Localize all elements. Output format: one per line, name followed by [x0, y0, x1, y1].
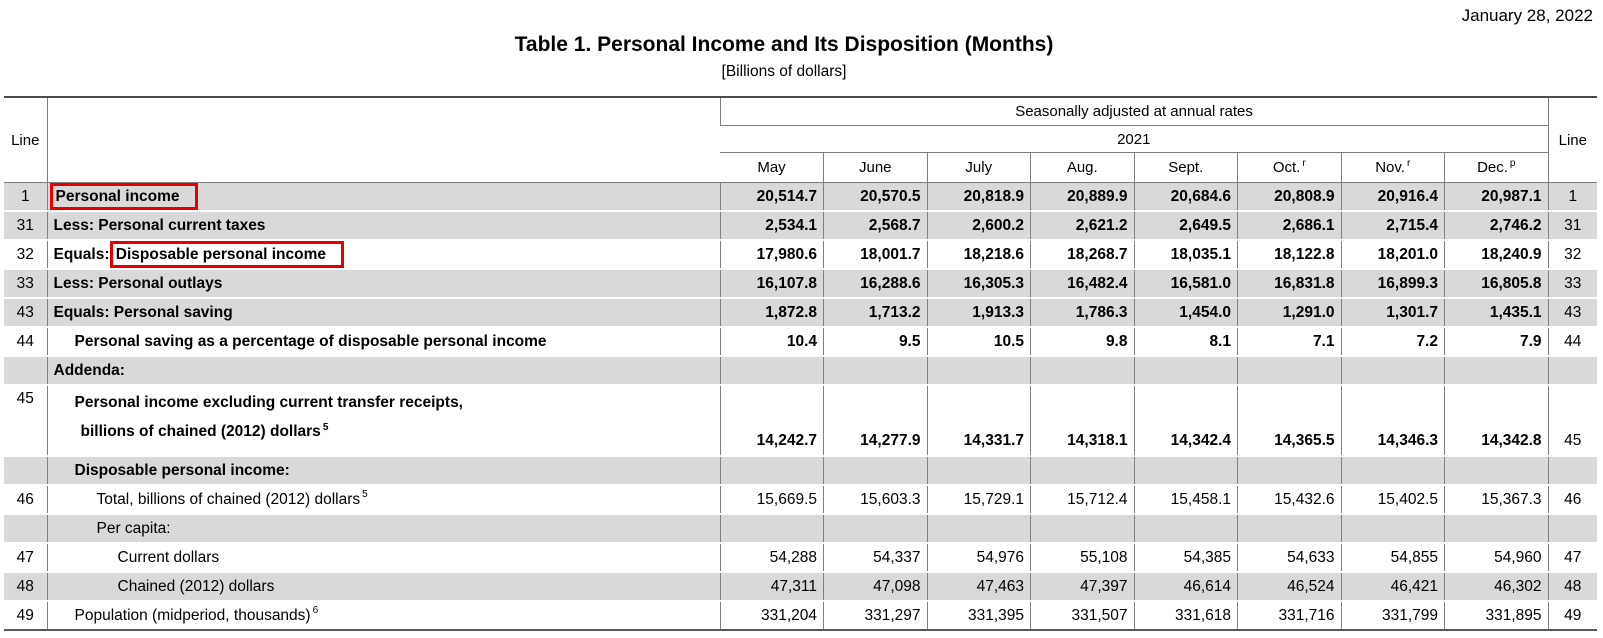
red-annotation-box: Personal income [50, 183, 198, 210]
value-cell: 331,507 [1031, 601, 1135, 630]
table-row [4, 211, 1597, 240]
value-cell: 2,649.5 [1134, 211, 1238, 240]
value-cell: 54,960 [1445, 543, 1549, 572]
table-row [4, 298, 1597, 327]
footnote-superscript: 6 [312, 605, 319, 617]
value-cell: 20,889.9 [1031, 183, 1135, 212]
row-label: Equals: Personal saving [47, 298, 720, 327]
line-number-right: 45 [1548, 385, 1597, 456]
value-cell: 14,318.1 [1031, 385, 1135, 456]
value-cell: 7.9 [1445, 327, 1549, 356]
value-cell [824, 356, 928, 385]
value-cell: 16,288.6 [824, 269, 928, 298]
line-number-right: 48 [1548, 572, 1597, 601]
table-row [4, 514, 1597, 543]
line-number-left: 33 [16, 274, 34, 292]
stub-header [47, 97, 720, 183]
value-cell [1238, 514, 1342, 543]
value-cell [824, 514, 928, 543]
row-label [47, 385, 720, 456]
table-row [4, 385, 1597, 456]
value-cell [1031, 456, 1135, 485]
line-number-left: 32 [16, 245, 34, 263]
value-cell: 16,899.3 [1341, 269, 1445, 298]
value-cell: 18,240.9 [1445, 240, 1549, 269]
value-cell: 16,581.0 [1134, 269, 1238, 298]
line-number-right: 1 [1548, 183, 1597, 212]
value-cell: 16,805.8 [1445, 269, 1549, 298]
value-cell [1134, 514, 1238, 543]
value-cell: 47,098 [824, 572, 928, 601]
footnote-superscript: r [1302, 158, 1306, 169]
value-cell: 46,614 [1134, 572, 1238, 601]
value-cell: 54,633 [1238, 543, 1342, 572]
line-header-left: Line [4, 97, 47, 183]
value-cell: 18,035.1 [1134, 240, 1238, 269]
page-title: Table 1. Personal Income and Its Disposition (Months) [514, 33, 1054, 56]
row-label: Population (midperiod, thousands) $^6$ [47, 601, 720, 630]
line-number-left: 49 [16, 606, 34, 624]
value-cell: 331,799 [1341, 601, 1445, 630]
value-cell: 15,603.3 [824, 485, 928, 514]
row-label [47, 183, 720, 212]
value-cell: 47,397 [1031, 572, 1135, 601]
value-cell: 2,600.2 [927, 211, 1031, 240]
line-number-left [4, 456, 47, 485]
line-number-right: 46 [1548, 485, 1597, 514]
table-row [4, 240, 1597, 269]
footnote-superscript: 5 [322, 421, 329, 433]
value-cell: 1,913.3 [927, 298, 1031, 327]
row-label: Current dollars [47, 543, 720, 572]
value-cell: 2,686.1 [1238, 211, 1342, 240]
value-cell: 2,746.2 [1445, 211, 1549, 240]
column-header-june: June [824, 153, 928, 183]
value-cell: 14,342.4 [1134, 385, 1238, 456]
value-cell: 18,122.8 [1238, 240, 1342, 269]
value-cell: 15,669.5 [720, 485, 824, 514]
line-number-left: 43 [16, 303, 34, 321]
value-cell: 20,684.6 [1134, 183, 1238, 212]
row-label-line1: Personal income excluding current transfer receipts, [74, 394, 463, 411]
value-cell [1341, 456, 1445, 485]
value-cell: 2,621.2 [1031, 211, 1135, 240]
row-label: Per capita: [47, 514, 720, 543]
value-cell: 46,421 [1341, 572, 1445, 601]
value-cell: 14,277.9 [824, 385, 928, 456]
value-cell: 20,808.9 [1238, 183, 1342, 212]
table-row [4, 183, 1597, 212]
row-label: Less: Personal current taxes [47, 211, 720, 240]
footnote-superscript: 5 [362, 489, 368, 501]
row-label: Disposable personal income: [47, 456, 720, 485]
value-cell [1238, 456, 1342, 485]
value-cell: 16,482.4 [1031, 269, 1135, 298]
line-number-right [1548, 514, 1597, 543]
value-cell: 14,242.7 [720, 385, 824, 456]
value-cell [1134, 356, 1238, 385]
line-number-left: 48 [16, 577, 34, 595]
line-number-right: 31 [1548, 211, 1597, 240]
value-cell [927, 456, 1031, 485]
line-number-right: 49 [1548, 601, 1597, 630]
value-cell: 15,432.6 [1238, 485, 1342, 514]
line-number-left: 46 [16, 490, 34, 508]
column-header-may: May [720, 153, 824, 183]
line-number-left: 31 [16, 216, 34, 234]
table-row [4, 485, 1597, 514]
table-row [4, 327, 1597, 356]
value-cell: 54,337 [824, 543, 928, 572]
column-header-nov: Nov. $^r$ [1341, 153, 1445, 183]
red-annotation-box: Disposable personal income [110, 241, 344, 268]
row-label: Personal saving as a percentage of disposable personal income [47, 327, 720, 356]
year-header: 2021 [720, 126, 1548, 153]
value-cell: 1,713.2 [824, 298, 928, 327]
value-cell: 1,872.8 [720, 298, 824, 327]
line-number-right: 33 [1548, 269, 1597, 298]
value-cell [1341, 356, 1445, 385]
line-number-right: 47 [1548, 543, 1597, 572]
row-label: Equals: Disposable personal income [47, 240, 720, 269]
value-cell [1238, 356, 1342, 385]
value-cell: 10.5 [927, 327, 1031, 356]
value-cell: 18,201.0 [1341, 240, 1445, 269]
table-row [4, 269, 1597, 298]
seasonally-adjusted-header: Seasonally adjusted at annual rates [720, 97, 1548, 126]
value-cell: 1,454.0 [1134, 298, 1238, 327]
value-cell: 9.5 [824, 327, 928, 356]
row-label: Total, billions of chained (2012) dollars $^5$ [47, 485, 720, 514]
line-number-right: 43 [1548, 298, 1597, 327]
row-label: Addenda: [47, 356, 720, 385]
value-cell: 16,831.8 [1238, 269, 1342, 298]
column-header-dec: Dec. $^p$ [1445, 153, 1549, 183]
value-cell: 16,305.3 [927, 269, 1031, 298]
value-cell [1445, 514, 1549, 543]
value-cell: 2,715.4 [1341, 211, 1445, 240]
value-cell: 331,297 [824, 601, 928, 630]
value-cell: 54,385 [1134, 543, 1238, 572]
value-cell: 15,458.1 [1134, 485, 1238, 514]
value-cell: 15,367.3 [1445, 485, 1549, 514]
value-cell [720, 456, 824, 485]
row-label-line2: billions of chained (2012) dollars $^5$ [80, 421, 329, 440]
line-number-right [1548, 456, 1597, 485]
value-cell: 2,568.7 [824, 211, 928, 240]
line-number-left [4, 514, 47, 543]
value-cell: 14,365.5 [1238, 385, 1342, 456]
column-header-july: July [927, 153, 1031, 183]
line-number-right: 32 [1548, 240, 1597, 269]
value-cell: 331,895 [1445, 601, 1549, 630]
line-number-right: 44 [1548, 327, 1597, 356]
value-cell: 15,712.4 [1031, 485, 1135, 514]
value-cell: 7.1 [1238, 327, 1342, 356]
value-cell [1031, 514, 1135, 543]
value-cell [824, 456, 928, 485]
value-cell: 1,786.3 [1031, 298, 1135, 327]
value-cell: 16,107.8 [720, 269, 824, 298]
value-cell [720, 356, 824, 385]
column-header-oct: Oct. $^r$ [1238, 153, 1342, 183]
value-cell: 331,618 [1134, 601, 1238, 630]
value-cell: 46,524 [1238, 572, 1342, 601]
value-cell [1031, 356, 1135, 385]
table-row [4, 356, 1597, 385]
value-cell: 20,514.7 [720, 183, 824, 212]
value-cell: 18,001.7 [824, 240, 928, 269]
value-cell: 18,268.7 [1031, 240, 1135, 269]
line-number-left: 47 [16, 548, 34, 566]
value-cell: 1,435.1 [1445, 298, 1549, 327]
value-cell: 14,331.7 [927, 385, 1031, 456]
value-cell: 18,218.6 [927, 240, 1031, 269]
value-cell: 15,402.5 [1341, 485, 1445, 514]
value-cell [720, 514, 824, 543]
value-cell: 20,916.4 [1341, 183, 1445, 212]
value-cell [927, 356, 1031, 385]
value-cell: 1,301.7 [1341, 298, 1445, 327]
footnote-superscript: p [1509, 158, 1516, 169]
value-cell: 20,818.9 [927, 183, 1031, 212]
table-row [4, 456, 1597, 485]
release-date: January 28, 2022 [1461, 6, 1593, 25]
value-cell: 55,108 [1031, 543, 1135, 572]
value-cell: 7.2 [1341, 327, 1445, 356]
value-cell: 1,291.0 [1238, 298, 1342, 327]
value-cell [927, 514, 1031, 543]
value-cell: 10.4 [720, 327, 824, 356]
column-header-sept: Sept. [1134, 153, 1238, 183]
value-cell: 54,288 [720, 543, 824, 572]
value-cell: 46,302 [1445, 572, 1549, 601]
header-row-span [4, 97, 1597, 126]
value-cell: 14,342.8 [1445, 385, 1549, 456]
value-cell [1445, 456, 1549, 485]
value-cell: 331,204 [720, 601, 824, 630]
personal-income-table [4, 96, 1597, 631]
value-cell: 9.8 [1031, 327, 1135, 356]
value-cell: 20,570.5 [824, 183, 928, 212]
row-label: Less: Personal outlays [47, 269, 720, 298]
value-cell: 2,534.1 [720, 211, 824, 240]
value-cell: 14,346.3 [1341, 385, 1445, 456]
line-number-right [1548, 356, 1597, 385]
value-cell: 47,311 [720, 572, 824, 601]
table-row [4, 572, 1597, 601]
row-label: Chained (2012) dollars [47, 572, 720, 601]
line-number-left: 1 [20, 187, 30, 205]
value-cell: 54,855 [1341, 543, 1445, 572]
value-cell: 331,716 [1238, 601, 1342, 630]
value-cell: 8.1 [1134, 327, 1238, 356]
value-cell: 17,980.6 [720, 240, 824, 269]
column-header-aug: Aug. [1031, 153, 1135, 183]
line-number-left: 45 [16, 390, 34, 407]
table-row [4, 601, 1597, 630]
table-row [4, 543, 1597, 572]
value-cell: 15,729.1 [927, 485, 1031, 514]
value-cell: 20,987.1 [1445, 183, 1549, 212]
value-cell: 54,976 [927, 543, 1031, 572]
units-subtitle: [Billions of dollars] [721, 63, 847, 80]
value-cell [1445, 356, 1549, 385]
line-number-left [4, 356, 47, 385]
value-cell: 331,395 [927, 601, 1031, 630]
value-cell [1341, 514, 1445, 543]
line-header-right: Line [1548, 97, 1597, 183]
value-cell [1134, 456, 1238, 485]
footnote-superscript: r [1406, 158, 1411, 169]
line-number-left: 44 [16, 332, 34, 350]
value-cell: 47,463 [927, 572, 1031, 601]
